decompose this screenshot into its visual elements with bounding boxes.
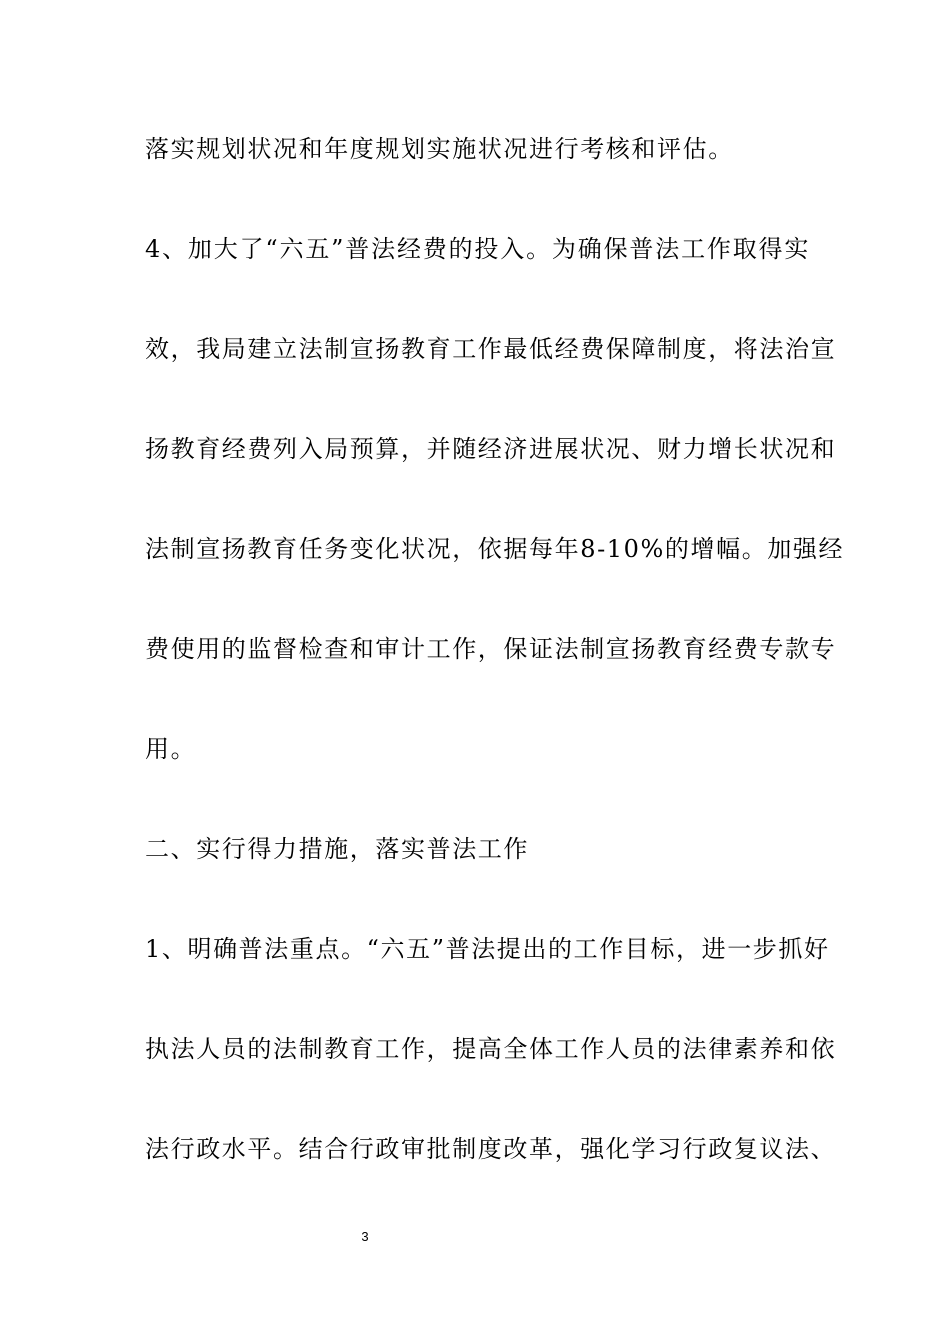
text-line: 落实规划状况和年度规划实施状况进行考核和评估。 [145,135,734,163]
text-line: 用。 [145,735,197,763]
text-line: 扬教育经费列入局预算，并随经济进展状况、财力增长状况和 [145,435,837,463]
text-line: 法制宣扬教育任务变化状况，依据每年8-10%的增幅。加强经 [145,535,845,563]
page-number: 3 [361,1229,369,1244]
text-line: 执法人员的法制教育工作，提高全体工作人员的法律素养和依 [145,1035,837,1063]
text-line: 法行政水平。结合行政审批制度改革，强化学习行政复议法、 [145,1135,837,1163]
section-heading: 二、实行得力措施，落实普法工作 [145,835,529,863]
text-line: 费使用的监督检查和审计工作，保证法制宣扬教育经费专款专 [145,635,837,663]
text-line: 效，我局建立法制宣扬教育工作最低经费保障制度，将法治宣 [145,335,837,363]
text-line: 1、明确普法重点。“六五”普法提出的工作目标，进一步抓好 [145,935,830,963]
text-line: 4、加大了“六五”普法经费的投入。为确保普法工作取得实 [145,235,810,263]
